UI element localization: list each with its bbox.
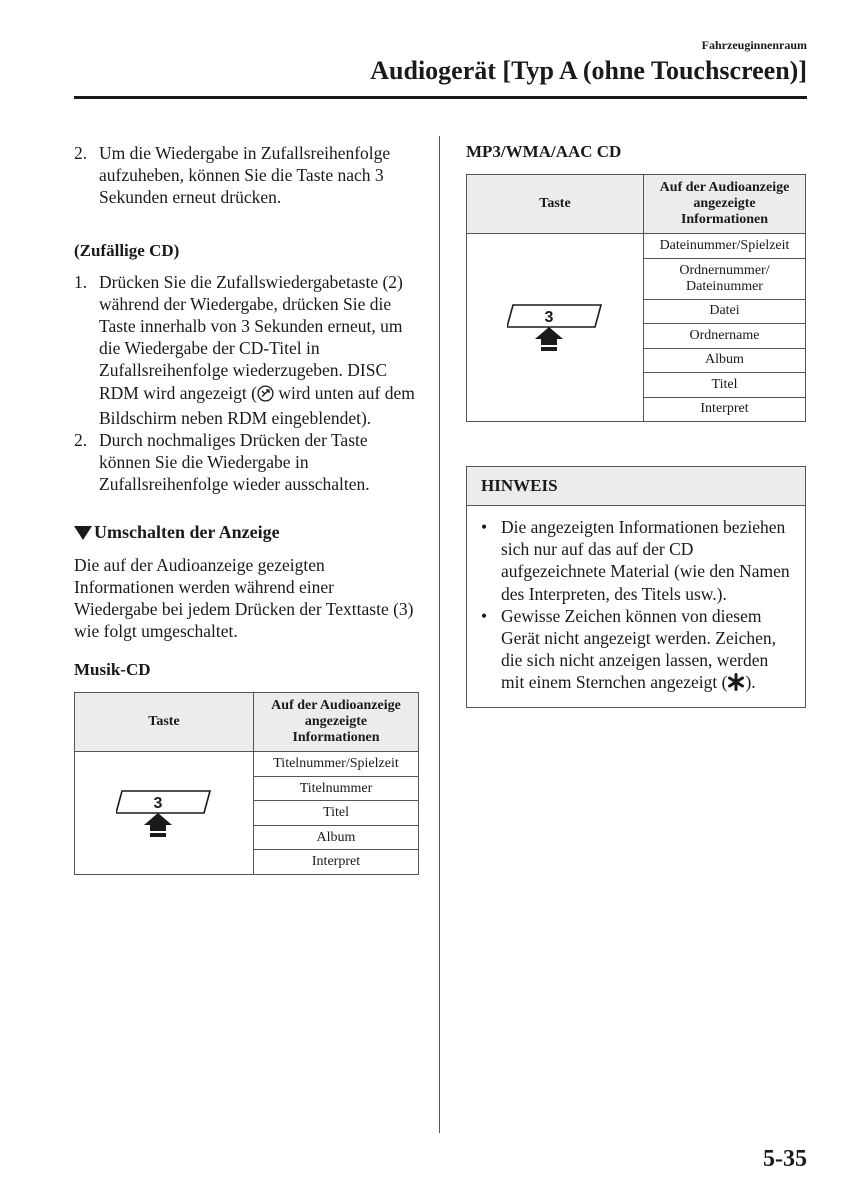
cell-line: Dateinummer [686,278,763,294]
cell-line: Ordnernummer/ [679,262,770,278]
header-line: angezeigte [693,196,756,211]
table-header-info [254,693,419,752]
hinweis-title: HINWEIS [467,467,805,506]
display-switch-text: Die auf der Audioanzeige gezeigten Informationen werden während einer Wiedergabe bei jedem Drücken der Texttaste (3) wie folgt umgeschaltet. [74,554,414,642]
bullet-text [501,605,795,697]
header-line: Auf der Audioanzeige [659,180,790,195]
table-header-key: Taste [75,693,254,752]
musik-cd-heading: Musik-CD [74,660,151,680]
hinweis-box [466,466,806,708]
key-cell [75,752,254,875]
random-step-list [74,271,419,496]
table-cell: Datei [644,299,806,324]
asterisk-icon [727,673,745,696]
step-text: Durch nochmaliges Drücken der Taste können Sie die Wiedergabe in Zufallsreihenfolge wieder ausschalten. [99,430,370,495]
table-header-key: Taste [467,175,644,234]
mp3-heading: MP3/WMA/AAC CD [466,142,622,161]
hinweis-body [467,506,805,707]
step-text [99,271,419,429]
table-cell: Interpret [254,850,419,875]
display-switch-heading [74,522,419,543]
table-cell: Album [254,825,419,850]
header-line: Informationen [292,730,380,746]
table-cell: Dateinummer/Spielzeit [644,234,806,259]
text-key-icon [116,783,212,839]
hinweis-bullet [481,516,795,605]
hinweis-bullet [481,605,795,697]
table-cell: Ordnername [644,324,806,349]
bullet-text: Die angezeigten Informationen beziehen sich nur auf das auf der CD aufgezeichnete Material (wie den Namen des Interpreten, des Titels usw.). [501,517,790,604]
table-cell: Titel [644,373,806,398]
table-cell: Titel [254,801,419,826]
table-cell [644,258,806,299]
musik-cd-table [74,692,419,875]
step-number: 2. [74,143,88,163]
random-disc-icon [257,385,274,407]
key-label: 3 [153,794,163,812]
page-number: 5-35 [763,1146,807,1172]
header-rule [74,96,807,99]
key-label: 3 [544,309,554,326]
table-cell: Interpret [644,397,806,422]
header-line: Informationen [680,212,769,227]
right-column [466,142,806,708]
text-key-icon [507,297,603,353]
table-cell: Titelnummer [254,776,419,801]
step-list-continued [74,142,419,209]
bullet-marker: • [481,605,488,626]
bullet-text-part: Gewisse Zeichen können von diesem Gerät nicht angezeigt werden. Zeichen, die sich nicht anzeigen lassen, werden mit einem Sternchen angezeigt ( [501,605,777,693]
table-cell: Titelnummer/Spielzeit [254,752,419,777]
bullet-marker: • [481,517,488,537]
key-cell [467,234,644,422]
header-line: Auf der Audioanzeige [271,698,401,714]
header-line: angezeigte [304,714,368,730]
page-title: Audiogerät [Typ A (ohne Touchscreen)] [370,56,807,85]
random-cd-heading: (Zufällige CD) [74,240,180,260]
left-column [74,142,419,875]
step-number: 2. [74,430,88,451]
step-text: Um die Wiedergabe in Zufallsreihenfolge aufzuheben, können Sie die Taste nach 3 Sekunden erneut drücken. [99,143,391,208]
step-text-part: wird unten auf dem Bildschirm neben RDM eingeblendet). [99,382,415,428]
section-label: Fahrzeuginnenraum [701,38,807,52]
display-switch-heading-text: Umschalten der Anzeige [94,521,280,542]
mp3-table [466,174,806,422]
table-cell: Album [644,348,806,373]
table-header-info [644,175,806,234]
step-item [74,142,419,209]
step-number: 1. [74,271,88,292]
step-item [74,271,419,429]
step-text-part: Drücken Sie die Zufallswiedergabetaste (2) während der Wiedergabe, drücken Sie die Taste innerhalb von 3 Sekunden erneut, um die Wiedergabe der CD-Titel in Zufallsreihenfolge wiederzugeben. DISC RDM wird angezeigt ( [99,271,403,403]
column-divider [439,136,440,1133]
step-item [74,429,419,496]
triangle-down-icon [74,526,92,540]
bullet-text-part: ). [745,672,756,693]
